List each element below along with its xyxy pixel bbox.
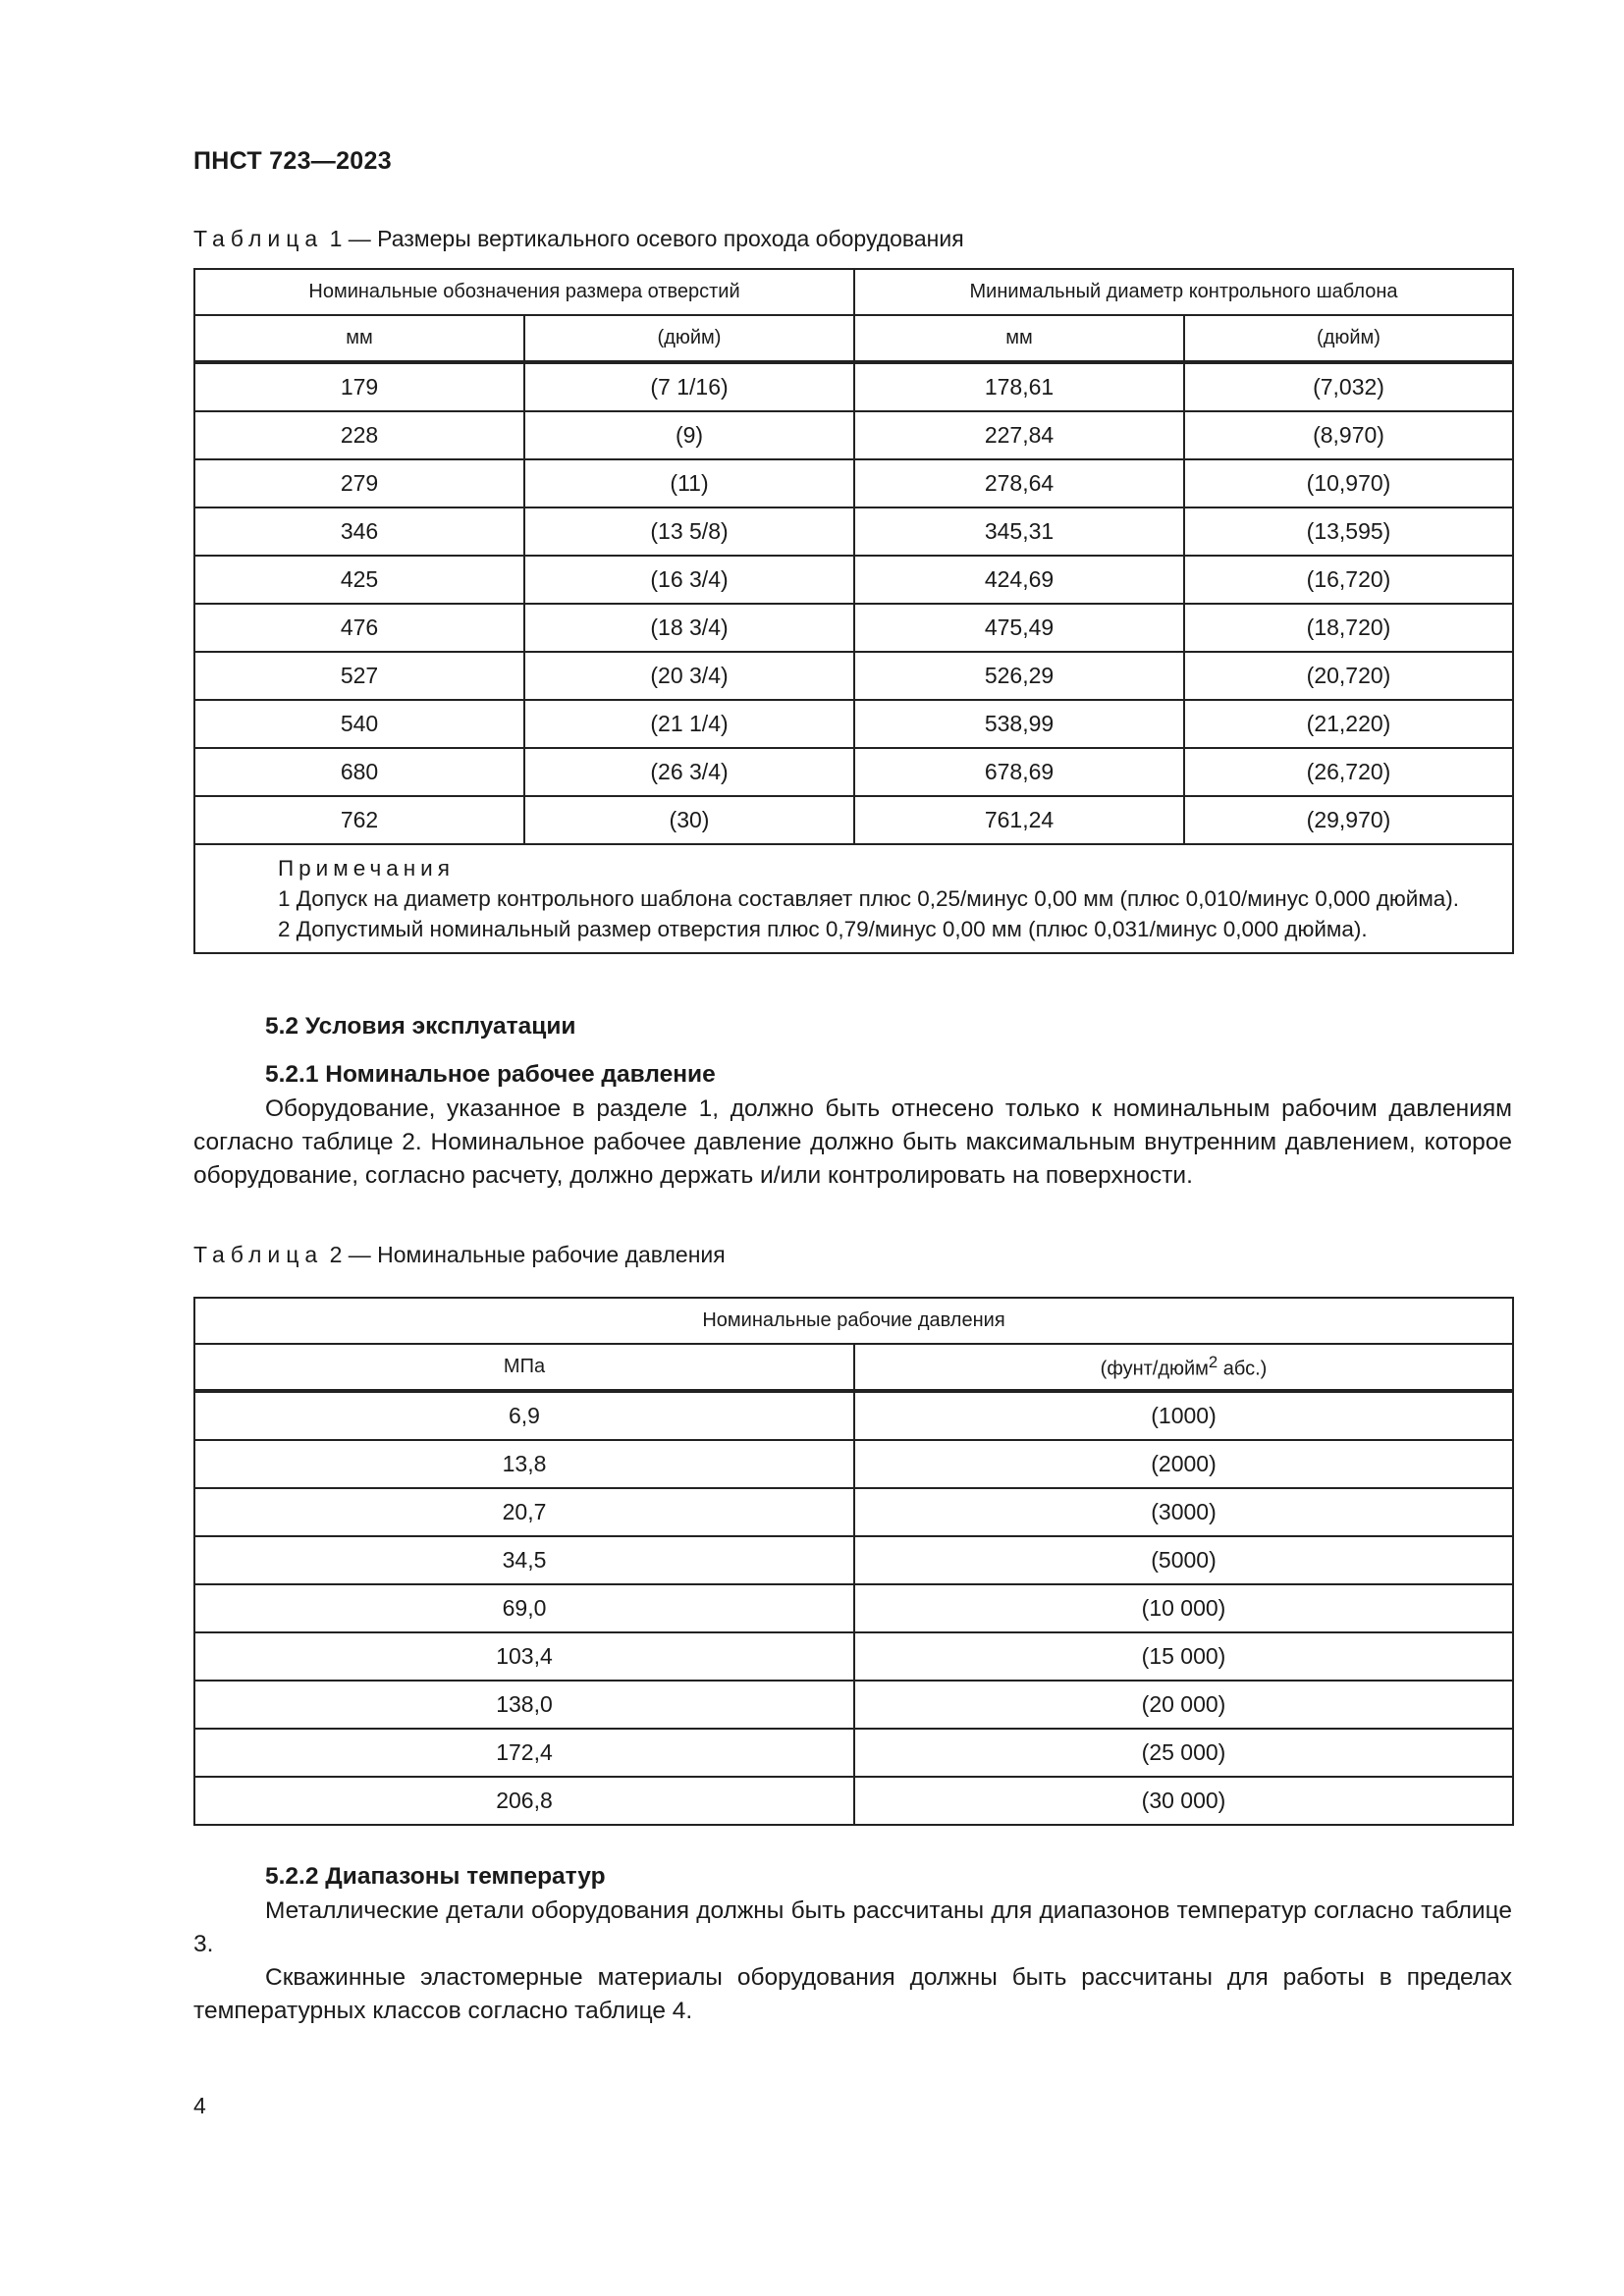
table-cell: 206,8 [194, 1777, 854, 1825]
table-cell: 13,8 [194, 1440, 854, 1488]
table-cell: (29,970) [1184, 796, 1513, 844]
table-cell: (30 000) [854, 1777, 1513, 1825]
paragraph-text: Металлические детали оборудования должны быть рассчитаны для диапазонов температур согласно таблице 3. [193, 1897, 1512, 1957]
table1-sub-header: мм [194, 315, 524, 362]
table-cell: (25 000) [854, 1729, 1513, 1777]
table-cell: (3000) [854, 1488, 1513, 1536]
table-row [194, 362, 1513, 411]
table-cell: (2000) [854, 1440, 1513, 1488]
table2-sub-header: МПа [194, 1344, 854, 1391]
note-item: 1 Допуск на диаметр контрольного шаблона составляет плюс 0,25/минус 0,00 мм (плюс 0,010/минус 0,000 дюйма). [278, 886, 1460, 911]
table-cell: (1000) [854, 1391, 1513, 1440]
table-cell: 346 [194, 507, 524, 556]
section-heading-5-2: 5.2 Условия эксплуатации [265, 1013, 576, 1040]
table2-caption [193, 1242, 726, 1268]
table2-caption-prefix: Таблица [193, 1242, 324, 1267]
table-row [194, 1681, 1513, 1729]
table-cell: 103,4 [194, 1632, 854, 1681]
table-row [194, 411, 1513, 459]
table1-caption-prefix: Таблица [193, 226, 324, 251]
table-cell: (13,595) [1184, 507, 1513, 556]
table-cell: (18,720) [1184, 604, 1513, 652]
table-cell: 345,31 [854, 507, 1184, 556]
table-cell: (8,970) [1184, 411, 1513, 459]
table-cell: 425 [194, 556, 524, 604]
paragraph-5-2-2 [193, 1895, 1512, 2028]
table-row [194, 1488, 1513, 1536]
table-cell: (10 000) [854, 1584, 1513, 1632]
table-cell: 34,5 [194, 1536, 854, 1584]
table1-notes [194, 844, 1513, 953]
section-heading-5-2-2: 5.2.2 Диапазоны температур [265, 1863, 606, 1890]
table-cell: 680 [194, 748, 524, 796]
table-cell: 69,0 [194, 1584, 854, 1632]
table-row [194, 652, 1513, 700]
page-number: 4 [193, 2093, 206, 2118]
table1 [193, 268, 1514, 954]
table-cell: 475,49 [854, 604, 1184, 652]
table-cell: 424,69 [854, 556, 1184, 604]
table-cell: 179 [194, 362, 524, 411]
table-cell: 540 [194, 700, 524, 748]
table-row [194, 459, 1513, 507]
table2-group-header-row [194, 1298, 1513, 1344]
table2-sub-header-row [194, 1344, 1513, 1391]
table-row [194, 1777, 1513, 1825]
table-cell: 172,4 [194, 1729, 854, 1777]
table2-sub-header [854, 1344, 1513, 1391]
note-item: 2 Допустимый номинальный размер отверстия плюс 0,79/минус 0,00 мм (плюс 0,031/минус 0,000 дюйма). [278, 917, 1368, 941]
table-cell: 178,61 [854, 362, 1184, 411]
table-row [194, 507, 1513, 556]
table-cell: 20,7 [194, 1488, 854, 1536]
table-cell: (26,720) [1184, 748, 1513, 796]
table-cell: 761,24 [854, 796, 1184, 844]
table-cell: (7,032) [1184, 362, 1513, 411]
table-cell: 278,64 [854, 459, 1184, 507]
paragraph-text: Оборудование, указанное в разделе 1, должно быть отнесено только к номинальным рабочим давлениям согласно таблице 2. Номинальное рабочее давление должно быть максимальным внутренним давлением, которое оборудование, согласно расчету, должно держать и/или контролировать на поверхности. [193, 1095, 1512, 1189]
notes-title: Примечания [278, 856, 455, 881]
section-heading-5-2-1: 5.2.1 Номинальное рабочее давление [265, 1061, 716, 1088]
table-cell: (5000) [854, 1536, 1513, 1584]
table-cell: (20,720) [1184, 652, 1513, 700]
table-row [194, 1391, 1513, 1440]
unit-text: (фунт/дюйм [1100, 1358, 1209, 1380]
table-row [194, 1440, 1513, 1488]
table1-sub-header: (дюйм) [1184, 315, 1513, 362]
table-cell: 762 [194, 796, 524, 844]
table-cell: (20 3/4) [524, 652, 854, 700]
table-row [194, 1584, 1513, 1632]
paragraph-5-2-1 [193, 1093, 1512, 1193]
table-cell: 227,84 [854, 411, 1184, 459]
table-cell: 538,99 [854, 700, 1184, 748]
table1-notes-row [194, 844, 1513, 953]
table-row [194, 1729, 1513, 1777]
table-cell: (16 3/4) [524, 556, 854, 604]
table1-sub-header: (дюйм) [524, 315, 854, 362]
table-row [194, 604, 1513, 652]
table-cell: 526,29 [854, 652, 1184, 700]
table-cell: (15 000) [854, 1632, 1513, 1681]
table1-group-header: Номинальные обозначения размера отверстий [194, 269, 854, 315]
table-cell: (13 5/8) [524, 507, 854, 556]
table-row [194, 1536, 1513, 1584]
table2 [193, 1297, 1514, 1826]
table1-sub-header-row [194, 315, 1513, 362]
unit-text: абс.) [1218, 1358, 1268, 1380]
table1-group-header-row [194, 269, 1513, 315]
table1-caption [193, 226, 964, 252]
table-cell: 279 [194, 459, 524, 507]
table-cell: (11) [524, 459, 854, 507]
table1-group-header: Минимальный диаметр контрольного шаблона [854, 269, 1513, 315]
table-cell: 228 [194, 411, 524, 459]
unit-superscript: 2 [1208, 1353, 1218, 1372]
table-row [194, 700, 1513, 748]
table-cell: (10,970) [1184, 459, 1513, 507]
table-cell: 678,69 [854, 748, 1184, 796]
table-cell: 527 [194, 652, 524, 700]
table-cell: 476 [194, 604, 524, 652]
table-cell: (7 1/16) [524, 362, 854, 411]
table-cell: (21,220) [1184, 700, 1513, 748]
document-id: ПНСТ 723—2023 [193, 147, 392, 175]
table2-group-header: Номинальные рабочие давления [194, 1298, 1513, 1344]
table-cell: 6,9 [194, 1391, 854, 1440]
paragraph-text: Скважинные эластомерные материалы оборудования должны быть рассчитаны для работы в пределах температурных классов согласно таблице 4. [193, 1964, 1512, 2024]
table-row [194, 556, 1513, 604]
table-cell: (21 1/4) [524, 700, 854, 748]
table-cell: (26 3/4) [524, 748, 854, 796]
table1-sub-header: мм [854, 315, 1184, 362]
table-cell: (20 000) [854, 1681, 1513, 1729]
table1-caption-text: 1 — Размеры вертикального осевого прохода оборудования [323, 226, 964, 251]
table-row [194, 748, 1513, 796]
table-cell: (18 3/4) [524, 604, 854, 652]
table-cell: 138,0 [194, 1681, 854, 1729]
table-row [194, 1632, 1513, 1681]
table2-caption-text: 2 — Номинальные рабочие давления [323, 1242, 726, 1267]
table-cell: (16,720) [1184, 556, 1513, 604]
table-cell: (30) [524, 796, 854, 844]
table-row [194, 796, 1513, 844]
table-cell: (9) [524, 411, 854, 459]
